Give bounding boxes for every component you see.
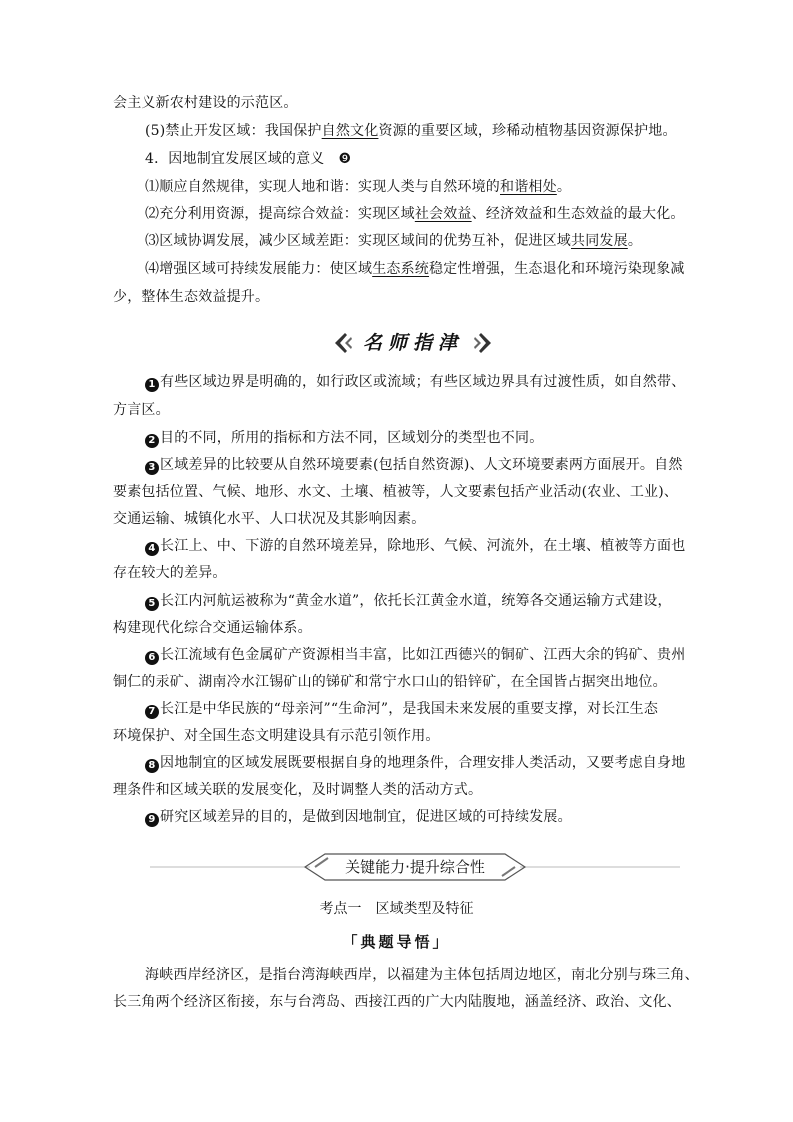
sub-item-3-underlined: 共同发展 [571,233,628,249]
note-3-cont: 要素包括位置、气候、地形、水文、土壤、植被等，人文要素包括产业活动(农业、工业)、 [113,484,679,500]
note-5 [145,591,683,611]
exam-point-heading: 考点一 区域类型及特征 [319,901,474,917]
paragraph-line: 长三角两个经济区衔接，东与台湾岛、西接江西的广大内陆腹地，涵盖经济、政治、文化、 [113,994,681,1010]
paragraph-line: 海峡西岸经济区，是指台湾海峡西岸，以福建为主体包括周边地区，南北分别与珠三角、 [145,967,699,983]
note-number-icon: 4 [145,542,159,556]
note-8-text: 因地制宜的区域发展既要根据自身的地理条件，合理安排人类活动，又要考虑自身地 [160,755,686,771]
note-number-icon: 9 [145,813,159,827]
section-header [150,852,680,882]
note-9 [145,807,683,827]
note-4-cont: 存在较大的差异。 [113,565,227,581]
sub-item-2-underlined: 社会效益 [414,206,472,222]
sub-item-1-rest: 。 [556,179,572,195]
sub-item-4-underlined: 生态系统 [372,261,430,277]
sub-item-3-text: ⑶区域协调发展，减少区域差距：实现区域间的优势互补，促进区域 [145,233,571,249]
sub-item-2-text: ⑵充分利用资源，提高综合效益：实现区域 [145,206,415,222]
note-2 [145,428,683,448]
heading-4 [145,149,683,169]
item-5 [145,121,683,141]
sub-item-2 [145,204,683,224]
note-4-text: 长江上、中、下游的自然环境差异，除地形、气候、河流外，在土壤、植被等方面也 [160,538,686,554]
sub-item-1 [145,177,683,197]
sub-item-4-cont: 少，整体生态效益提升。 [113,289,270,305]
sub-item-3 [145,231,683,251]
note-7-cont: 环境保护、对全国生态文明建设具有示范引领作用。 [113,728,440,744]
example-guide-heading: 「典题导悟」 [342,933,451,951]
text-line: 会主义新农村建设的示范区。 [113,95,298,111]
sub-item-4-rest: 稳定性增强，生态退化和环境污染现象减 [429,261,685,277]
section-title: 关键能力·提升综合性 [345,858,485,876]
note-6-cont: 铜仁的汞矿、湖南冷水江锡矿山的锑矿和常宁水口山的铅锌矿，在全国皆占据突出地位。 [113,674,667,690]
note-number-icon: 3 [145,461,159,475]
note-7 [145,699,683,719]
item-5-text: (5)禁止开发区域：我国保护 [145,123,322,139]
note-7-text: 长江是中华民族的“母亲河”“生命河”，是我国未来发展的重要支撑，对长江生态 [160,701,659,717]
sub-item-1-underlined: 和谐相处 [500,179,557,195]
note-8 [145,753,686,773]
note-4 [145,536,686,556]
sub-item-4-text: ⑷增强区域可持续发展能力：使区域 [145,261,373,277]
note-3-text: 区域差异的比较要从自然环境要素(包括自然资源)、人文环境要素两方面展开。自然 [160,457,683,473]
note-number-icon: 5 [145,597,159,611]
note-3 [145,455,683,475]
banner-title: 名师指津 [362,332,463,354]
note-number-icon: 7 [145,705,159,719]
note-number-icon: 1 [145,378,159,392]
note-5-text: 长江内河航运被称为“黄金水道”，依托长江黄金水道，统筹各交通运输方式建设， [160,593,672,609]
sub-item-3-rest: 。 [627,233,643,249]
item-5-rest: 资源的重要区域，珍稀动植物基因资源保护地。 [378,123,677,139]
note-6 [145,645,686,665]
sub-item-4 [145,259,683,279]
note-number-icon: 8 [145,759,159,773]
note-9-text: 研究区域差异的目的，是做到因地制宜，促进区域的可持续发展。 [160,809,572,825]
note-9-marker: ❾ [338,151,352,167]
note-number-icon: 6 [145,651,159,665]
sub-item-1-text: ⑴顺应自然规律，实现人地和谐：实现人类与自然环境的 [145,179,500,195]
heading-4-text: 4．因地制宜发展区域的意义 [145,151,325,167]
note-6-text: 长江流域有色金属矿产资源相当丰富，比如江西德兴的铜矿、江西大余的钨矿、贵州 [160,647,686,663]
note-2-text: 目的不同，所用的指标和方法不同，区域划分的类型也不同。 [160,430,544,446]
item-5-underlined: 自然文化 [321,123,379,139]
note-8-cont: 理条件和区域关联的发展变化，及时调整人类的活动方式。 [113,782,483,798]
note-number-icon: 2 [145,434,159,448]
sub-item-2-rest: 、经济效益和生态效益的最大化。 [471,206,685,222]
note-5-cont: 构建现代化综合交通运输体系。 [113,620,312,636]
note-1-text: 有些区域边界是明确的，如行政区或流域；有些区域边界具有过渡性质，如自然带、 [160,374,686,390]
tips-banner [333,329,493,357]
note-1-cont: 方言区。 [113,402,170,418]
note-1 [145,372,686,392]
note-3-cont: 交通运输、城镇化水平、人口状况及其影响因素。 [113,511,426,527]
